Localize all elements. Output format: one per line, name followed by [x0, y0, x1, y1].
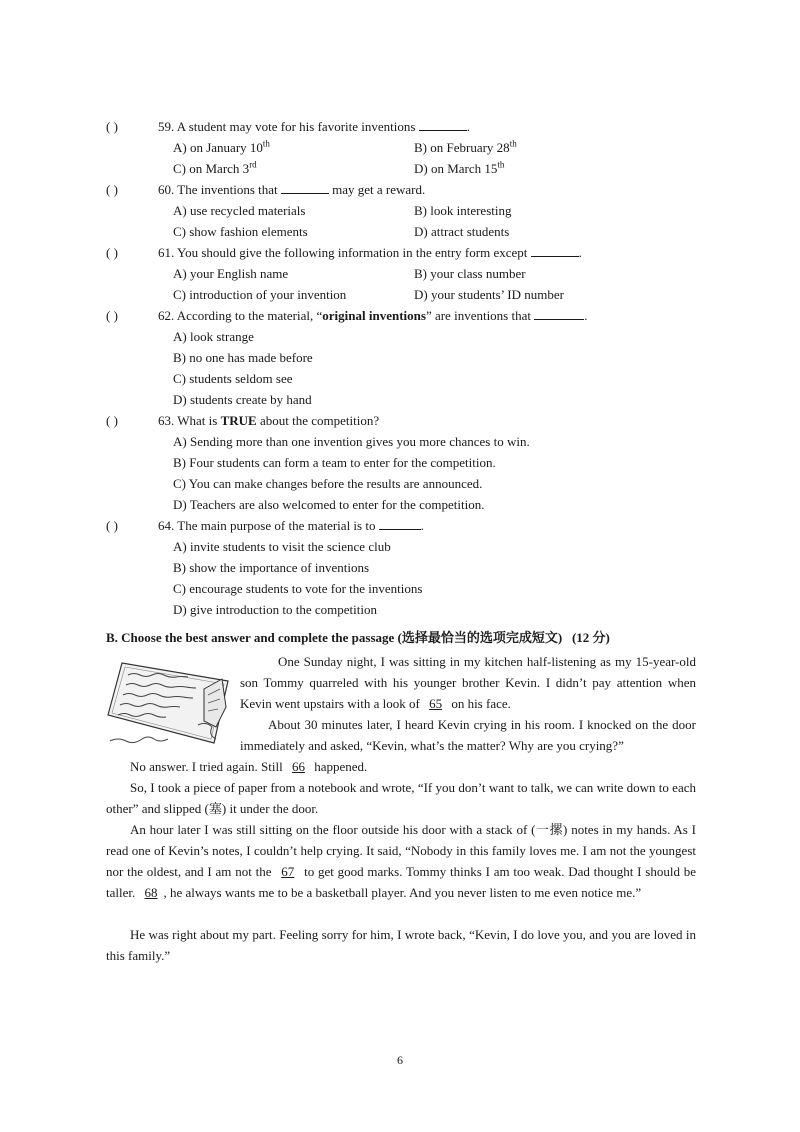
answer-bracket[interactable]: ( ) [106, 119, 118, 134]
answer-blank [531, 244, 579, 257]
option-63-b[interactable]: B) Four students can form a team to enter for the competition. [173, 455, 496, 470]
option-62-d[interactable]: D) students create by hand [173, 392, 312, 407]
section-b-heading: B. Choose the best answer and complete the passage (选择最恰当的选项完成短文) (12 分) [106, 630, 610, 645]
passage-paragraph-3: No answer. I tried again. Still 66 happened. [130, 759, 368, 774]
question-62: ( ) 62. According to the material, “original inventions” are inventions that . [106, 308, 588, 323]
option-59-a[interactable]: A) on January 10th [173, 138, 270, 155]
passage-paragraph-5: An hour later I was still sitting on the floor outside his door with a stack of (一摞) notes in my hands. As I read one of Kevin’s notes, I couldn’t help crying. It said, “Nobody in this family loves me. I am not the youngest nor the oldest, and I am not the 67 to get good marks. Tommy thinks I am too weak. Dad thought I should be taller. 68 , he always wants me to be a basketball player. And you never listen to me even notice me.” [106, 822, 697, 900]
passage-paragraph-1: One Sunday night, I was sitting in my kitchen half-listening as my 15-year-old son Tommy quarreled with his younger brother Kevin. I didn’t pay attention when Kevin went upstairs with a look of 65 on his face. [240, 654, 696, 711]
question-63: ( ) 63. What is TRUE about the competition? [106, 413, 380, 428]
answer-blank [419, 118, 467, 131]
option-59-b[interactable]: B) on February 28th [414, 138, 517, 155]
option-59-d[interactable]: D) on March 15th [414, 159, 505, 176]
option-60-d[interactable]: D) attract students [414, 224, 510, 239]
blank-65[interactable]: 65 [429, 696, 443, 711]
option-64-a[interactable]: A) invite students to visit the science club [173, 539, 391, 554]
option-63-a[interactable]: A) Sending more than one invention gives you more chances to win. [173, 434, 530, 449]
option-60-b[interactable]: B) look interesting [414, 203, 512, 218]
answer-blank [379, 517, 421, 530]
option-61-d[interactable]: D) your students’ ID number [414, 287, 564, 302]
question-60: ( ) 60. The inventions that may get a reward. [106, 182, 426, 197]
passage-paragraph-6: He was right about my part. Feeling sorry for him, I wrote back, “Kevin, I do love you, and you are loved in this family.” [106, 927, 696, 963]
option-62-c[interactable]: C) students seldom see [173, 371, 293, 386]
answer-blank [534, 307, 584, 320]
option-63-c[interactable]: C) You can make changes before the results are announced. [173, 476, 483, 491]
option-62-b[interactable]: B) no one has made before [173, 350, 313, 365]
option-64-b[interactable]: B) show the importance of inventions [173, 560, 370, 575]
answer-bracket[interactable]: ( ) [106, 518, 118, 533]
option-64-d[interactable]: D) give introduction to the competition [173, 602, 377, 617]
blank-68[interactable]: 68 [144, 885, 158, 900]
blank-67[interactable]: 67 [281, 864, 295, 879]
question-64: ( ) 64. The main purpose of the material is to . [106, 518, 424, 533]
option-59-c[interactable]: C) on March 3rd [173, 159, 257, 176]
option-61-b[interactable]: B) your class number [414, 266, 526, 281]
blank-66[interactable]: 66 [291, 759, 305, 774]
option-61-a[interactable]: A) your English name [173, 266, 289, 281]
question-stem: 59. A student may vote for his favorite inventions [158, 119, 416, 134]
answer-bracket[interactable]: ( ) [106, 413, 118, 428]
passage-paragraph-2: About 30 minutes later, I heard Kevin crying in his room. I knocked on the door immediately and asked, “Kevin, what’s the matter? Why are you crying?” [240, 717, 696, 753]
option-61-c[interactable]: C) introduction of your invention [173, 287, 347, 302]
answer-blank [281, 181, 329, 194]
option-63-d[interactable]: D) Teachers are also welcomed to enter for the competition. [173, 497, 485, 512]
option-60-c[interactable]: C) show fashion elements [173, 224, 308, 239]
answer-bracket[interactable]: ( ) [106, 182, 118, 197]
option-62-a[interactable]: A) look strange [173, 329, 254, 344]
answer-bracket[interactable]: ( ) [106, 308, 118, 323]
option-60-a[interactable]: A) use recycled materials [173, 203, 306, 218]
question-61: ( ) 61. You should give the following information in the entry form except . [106, 245, 582, 260]
passage-paragraph-4: So, I took a piece of paper from a notebook and wrote, “If you don’t want to talk, we can write down to each other” and slipped (塞) it under the door. [106, 780, 696, 816]
question-59: ( ) 59. A student may vote for his favorite inventions . [106, 119, 470, 134]
option-64-c[interactable]: C) encourage students to vote for the inventions [173, 581, 423, 596]
handwritten-note-illustration [104, 655, 230, 749]
answer-bracket[interactable]: ( ) [106, 245, 118, 260]
page-number: 6 [397, 1053, 403, 1067]
section-points: (12 分) [571, 630, 610, 645]
